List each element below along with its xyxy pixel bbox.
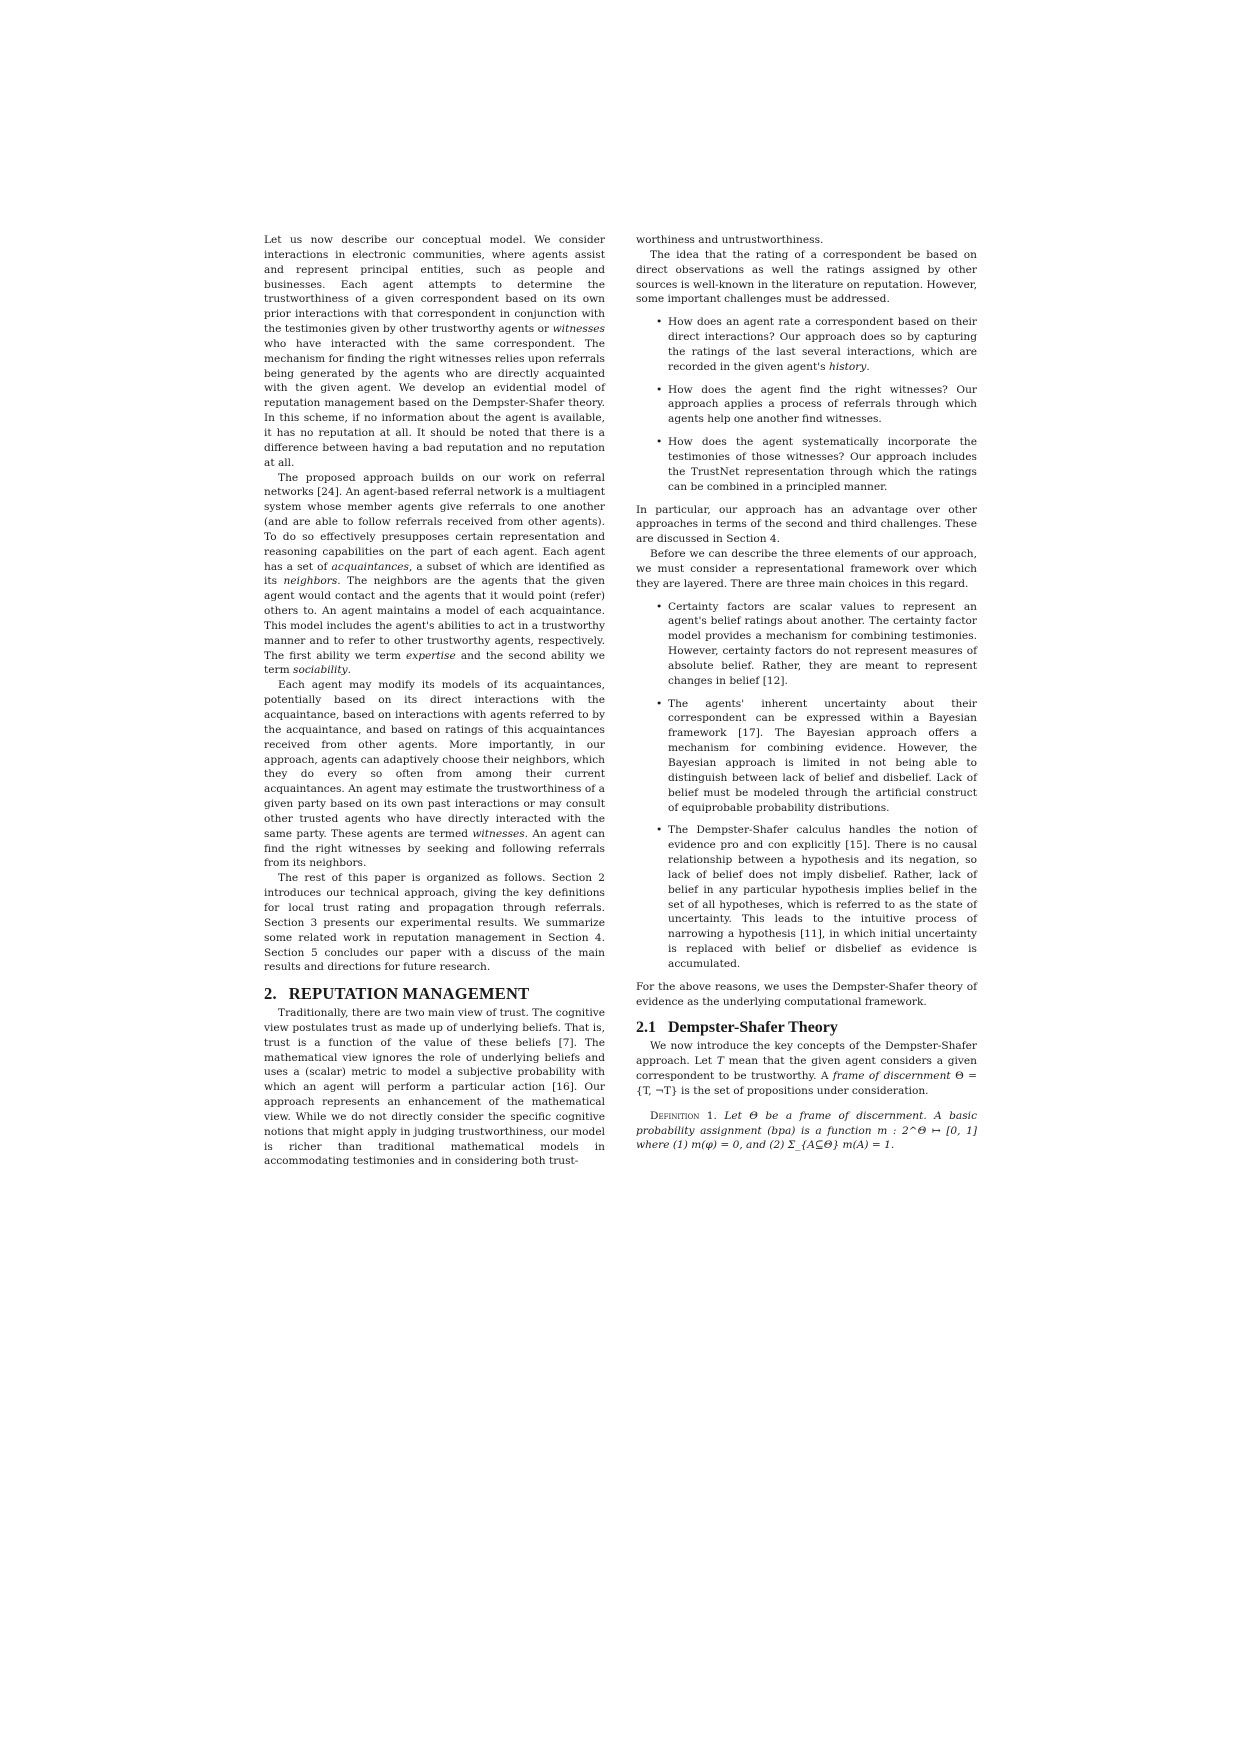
- subsection-heading: 2.1 Dempster-Shafer Theory: [636, 1018, 838, 1036]
- paragraph: Before we can describe the three elements of our approach, we must consider a representational framework over which they are layered. There are three main choices in this regard.: [636, 548, 977, 590]
- paragraph: The rest of this paper is organized as follows. Section 2 introduces our technical approach, giving the key definitions for local trust rating and propagation through referrals. Section 3 presents our experimental results. We summarize some related work in reputation management in Section 4. Section 5 concludes our paper with a discuss of the main results and directions for future research.: [264, 872, 605, 974]
- left-column: [264, 233, 605, 1169]
- section-heading: 2. REPUTATION MANAGEMENT: [264, 984, 530, 1004]
- list-item: • The agents' inherent uncertainty about their correspondent can be expressed within a Bayesian framework [17]. The Bayesian approach offers a mechanism for combining evidence. However, the Bayesian approach is limited in not being able to distinguish between lack of belief and disbelief. Lack of belief must be modeled through the artificial construct of equiprobable probability distributions.: [668, 697, 977, 816]
- list-item: • Certainty factors are scalar values to represent an agent's belief ratings about another. The certainty factor model provides a mechanism for combining testimonies. However, certainty factors do not represent measures of absolute belief. Rather, they are meant to represent changes in belief [12].: [668, 600, 977, 689]
- paragraph: The proposed approach builds on our work on referral networks [24]. An agent-based referral network is a multiagent system whose member agents give referrals to one another (and are able to follow referrals received from other agents). To do so effectively presupposes certain representation and reasoning capabilities on the part of each agent. Each agent has a set of acquaintances, a subset of which are identified as its neighbors. The neighbors are the agents that the given agent would contact and the agents that it would point (refer) others to. An agent maintains a model of each acquaintance. This model includes the agent's abilities to act in a trustworthy manner and to refer to other trustworthy agents, respectively. The first ability we term expertise and the second ability we term sociability.: [264, 471, 605, 677]
- list-item: • How does the agent find the right witnesses? Our approach applies a process of referrals through which agents help one another find witnesses.: [668, 383, 977, 428]
- paragraph: We now introduce the key concepts of the Dempster-Shafer approach. Let T mean that the given agent considers a given correspondent to be trustworthy. A frame of discernment Θ = {T, ¬T} is the set of propositions under consideration.: [636, 1040, 978, 1097]
- paragraph: In particular, our approach has an advantage over other approaches in terms of the second and third challenges. These are discussed in Section 4.: [636, 503, 977, 546]
- paragraph: Let us now describe our conceptual model. We consider interactions in electronic communities, where agents assist and represent principal entities, such as people and businesses. Each agent attempts to determine the trustworthiness of a given correspondent based on its own prior interactions with that correspondent in conjunction with the testimonies given by other trustworthy agents or witnesses who have interacted with the same correspondent. The mechanism for finding the right witnesses relies upon referrals being generated by the agents who are directly acquainted with the given agent. We develop an evidential model of reputation management based on the Dempster-Shafer theory. In this scheme, if no information about the agent is available, it has no reputation at all. It should be noted that there is a difference between having a bad reputation and no reputation at all.: [264, 234, 605, 469]
- paragraph: worthiness and untrustworthiness.: [636, 234, 824, 246]
- list-item: • The Dempster-Shafer calculus handles the notion of evidence pro and con explicitly [15]. There is no causal relationship between a hypothesis and its negation, so lack of belief does not imply disbelief. Rather, lack of belief in any particular hypothesis implies belief in the set of all hypotheses, which is referred to as the state of uncertainty. This leads to the intuitive process of narrowing a hypothesis [11], in which initial uncertainty is replaced with belief or disbelief as evidence is accumulated.: [668, 823, 977, 971]
- choices-list: [636, 600, 977, 972]
- right-column: [636, 233, 977, 1153]
- definition: Definition 1. Let Θ be a frame of discernment. A basic probability assignment (bpa) is a function m : 2^Θ ↦ [0, 1] where (1) m(φ) = 0, and (2) Σ_{A⊆Θ} m(A) = 1.: [636, 1109, 977, 1152]
- list-item: • How does the agent systematically incorporate the testimonies of those witnesses? Our approach includes the TrustNet representation through which the ratings can be combined in a principled manner.: [668, 435, 977, 494]
- paragraph: The idea that the rating of a correspondent be based on direct observations as well the ratings assigned by other sources is well-known in the literature on reputation. However, some important challenges must be addressed.: [636, 248, 977, 306]
- challenge-list: [636, 315, 977, 494]
- list-item: • How does an agent rate a correspondent based on their direct interactions? Our approach does so by capturing the ratings of the last several interactions, which are recorded in the given agent's history.: [668, 315, 977, 374]
- paragraph: For the above reasons, we uses the Dempster-Shafer theory of evidence as the underlying computational framework.: [636, 980, 977, 1008]
- paragraph: Traditionally, there are two main view of trust. The cognitive view postulates trust as made up of underlying beliefs. That is, trust is a function of the value of these beliefs [7]. The mathematical view ignores the role of underlying beliefs and uses a (scalar) metric to model a subjective probability with which an agent will perform a particular action [16]. Our approach represents an enhancement of the mathematical view. While we do not directly consider the specific cognitive notions that might apply in judging trustworthiness, our model is richer than traditional mathematical models in accommodating testimonies and in considering both trust-: [264, 1007, 605, 1168]
- paragraph: Each agent may modify its models of its acquaintances, potentially based on its direct interactions with the acquaintance, based on interactions with agents referred to by the acquaintance, and based on ratings of this acquaintances received from other agents. More importantly, in our approach, agents can adaptively choose their neighbors, which they do every so often from among their current acquaintances. An agent may estimate the trustworthiness of a given party based on its own past interactions or may consult other trusted agents who have directly interacted with the same party. These agents are termed witnesses. An agent can find the right witnesses by seeking and following referrals from its neighbors.: [264, 679, 605, 870]
